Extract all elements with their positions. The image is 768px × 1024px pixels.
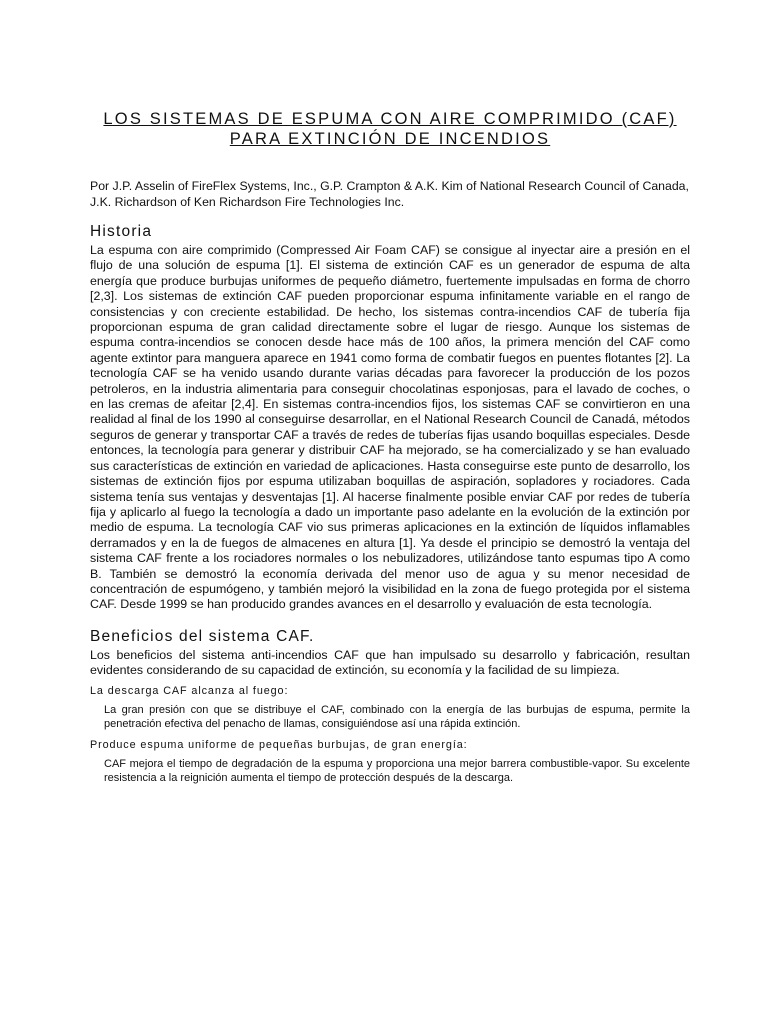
historia-heading: Historia [90, 223, 153, 240]
section-historia [90, 222, 690, 613]
document-title [90, 109, 690, 149]
espuma-uniforme-text: CAF mejora el tiempo de degradación de la espuma y proporciona una mejor barrera combustible-vapor. Su excelente resistencia a la reignición aumenta el tiempo de protección después de la descarga. [104, 757, 690, 785]
document-page [90, 109, 690, 792]
title-line-1: LOS SISTEMAS DE ESPUMA CON AIRE COMPRIMIDO (CAF) [103, 110, 677, 128]
title-line-2: PARA EXTINCIÓN DE INCENDIOS [229, 130, 551, 148]
historia-paragraph: La espuma con aire comprimido (Compressed Air Foam CAF) se consigue al inyectar aire a presión en el flujo de una solución de espuma [1]. El sistema de extinción CAF es un generador de espuma de alta energía que produce burbujas uniformes de pequeño diámetro, fuertemente impulsadas en forma de chorro [2,3]. Los sistemas de extinción CAF pueden proporcionar espuma infinitamente variable en el rango de consistencias y con creciente estabilidad. De hecho, los sistemas contra-incendios CAF de tubería fija proporcionan espuma de gran calidad directamente sobre el lugar de riesgo. Aunque los sistemas de espuma contra-incendios se conocen desde hace más de 100 años, la primera mención del CAF como agente extintor para manguera aparece en 1941 como forma de combatir fuegos en puentes flotantes [2]. La tecnología CAF se ha venido usando durante varias décadas para favorecer la producción de los pozos petroleros, en la industria alimentaria para conseguir chocolatinas esponjosas, para el lavado de coches, o en las cremas de afeitar [2,4]. En sistemas contra-incendios fijos, los sistemas CAF se convirtieron en una realidad al final de los 1990 al conseguirse desarrollar, en el National Research Council de Canadá, métodos seguros de generar y transportar CAF a través de redes de tuberías fijas usando boquillas especiales. Desde entonces, la tecnología para generar y distribuir CAF ha mejorado, se ha comercializado y se han evaluado sus características de extinción en variedad de aplicaciones. Hasta conseguirse este punto de desarrollo, los sistemas de extinción fijos por espuma utilizaban boquillas de aspiración, sopladores y rociadores. Cada sistema tenía sus ventajas y desventajas [1]. Al hacerse finalmente posible enviar CAF por redes de tubería fija y aplicarlo al fuego la tecnología a dado un importante paso adelante en la evolución de la extinción por medio de espuma. La tecnología CAF vio sus primeras aplicaciones en la extinción de líquidos inflamables derramados y en la de fuegos de almacenes en altura [1]. Ya desde el principio se demostró la ventaja del sistema CAF frente a los rociadores normales o los nebulizadores, utilizándose tanto espumas tipo A como B. También se demostró la economía derivada del menor uso de agua y su menor necesidad de concentración de espumógeno, y también mejoró la visibilidad en la zona de fuego protegida por el sistema CAF. Desde 1999 se han producido grandes avances en el desarrollo y evaluación de esta tecnología. [90, 243, 690, 612]
subheading-espuma-uniforme: Produce espuma uniforme de pequeñas burbujas, de gran energía: [90, 738, 468, 751]
section-beneficios [90, 627, 690, 786]
descarga-text: La gran presión con que se distribuye el CAF, combinado con la energía de las burbujas de espuma, permite la penetración efectiva del penacho de llamas, consiguiéndose así una rápida extinción. [104, 703, 690, 731]
authors-byline: Por J.P. Asselin of FireFlex Systems, Inc., G.P. Crampton & A.K. Kim of National Research Council of Canada, J.K. Richardson of Ken Richardson Fire Technologies Inc. [90, 179, 689, 209]
beneficios-paragraph: Los beneficios del sistema anti-incendios CAF que han impulsado su desarrollo y fabricación, resultan evidentes considerando de su capacidad de extinción, su economía y la facilidad de su limpieza. [90, 647, 690, 678]
subheading-descarga: La descarga CAF alcanza al fuego: [90, 684, 289, 697]
beneficios-heading: Beneficios del sistema CAF. [90, 627, 315, 645]
